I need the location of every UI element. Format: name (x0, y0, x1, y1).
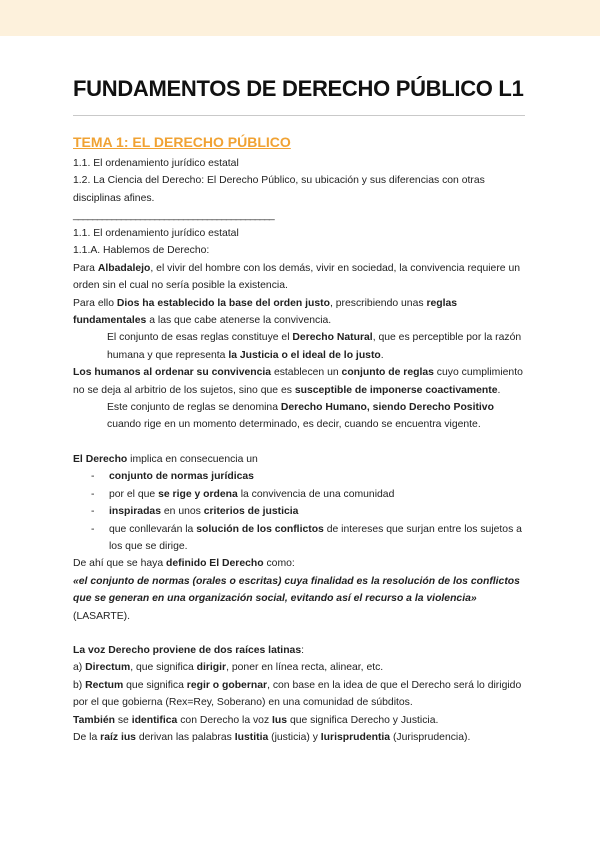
text-bold: La voz Derecho proviene de dos raíces latinas (73, 644, 302, 656)
text: en unos (160, 506, 204, 518)
text: que significa (123, 679, 187, 691)
text-bold: reglas fundamentales (73, 297, 458, 327)
paragraph-derecho-humano (73, 399, 528, 434)
text-bold: Iustitia (234, 731, 269, 743)
text: , que significa (130, 662, 197, 674)
text: Para (73, 262, 98, 274)
text: implica en consecuencia un (127, 453, 258, 465)
text-bold: Directum (85, 662, 131, 674)
document-body (73, 225, 528, 746)
list-item (73, 503, 528, 520)
text: por el que (109, 488, 159, 500)
text: : (301, 644, 304, 656)
text: b) (73, 679, 86, 691)
list-item (73, 486, 528, 503)
paragraph-albadalejo (73, 260, 528, 295)
text-bold: Rectum (85, 679, 124, 691)
text-bold: susceptible de imponerse coactivamente (294, 384, 498, 396)
text: El conjunto de esas reglas constituye el (107, 332, 293, 344)
text: De ahí que se haya (73, 558, 167, 570)
text-bold: Ius (272, 714, 288, 726)
text: se (114, 714, 132, 726)
text: de intereses que surjan entre los sujetos a los que se dirige. (109, 523, 522, 552)
page-title: FUNDAMENTOS DE DERECHO PÚBLICO L1 (73, 76, 524, 101)
text: como: (263, 558, 295, 570)
paragraph-ius (73, 712, 528, 729)
spacer (73, 625, 528, 642)
text-bold: Los humanos al ordenar su convivencia (73, 367, 272, 379)
text: . (497, 384, 501, 396)
paragraph-directum (73, 659, 528, 676)
text-bold: conjunto de reglas (341, 367, 434, 379)
paragraph-derecho-natural (73, 329, 528, 364)
paragraph-rectum (73, 677, 528, 712)
paragraph-raiz-ius (73, 729, 528, 746)
section-title: TEMA 1: EL DERECHO PÚBLICO (73, 134, 291, 150)
text: De la (73, 731, 101, 743)
text-bold: criterios de justicia (203, 506, 299, 518)
heading-ordenamiento: 1.1. El ordenamiento jurídico estatal (73, 228, 239, 239)
text: (justicia) y (268, 731, 321, 743)
definition-list (73, 468, 528, 555)
text: establecen un (271, 367, 342, 379)
toc-separator: __________________________________________ (73, 210, 274, 222)
dash-bullet: - (91, 523, 95, 535)
text-bold: También (73, 714, 115, 726)
text: Este conjunto de reglas se denomina (107, 402, 281, 414)
title-divider (73, 115, 525, 116)
text: , prescribiendo unas (329, 297, 427, 309)
text: la convivencia de una comunidad (237, 488, 395, 500)
text: Para ello (73, 297, 117, 309)
toc-item-1: 1.1. El ordenamiento jurídico estatal (73, 158, 239, 169)
text: derivan las palabras (135, 731, 235, 743)
text-bold: Derecho Natural (292, 332, 373, 344)
text-bold: raíz ius (100, 731, 136, 743)
text-bold: Derecho Humano, siendo Derecho Positivo (280, 402, 494, 414)
text-bold: se rige y ordena (158, 488, 238, 500)
paragraph-dios (73, 295, 528, 330)
text: , poner en línea recta, alinear, etc. (226, 662, 384, 674)
text: que conllevarán la (109, 523, 197, 535)
heading-hablemos: 1.1.A. Hablemos de Derecho: (73, 245, 210, 257)
list-item (73, 468, 528, 485)
text: (Jurisprudencia). (390, 731, 471, 743)
paragraph-humanos (73, 364, 528, 399)
text-bold: inspiradas (109, 506, 161, 518)
dash-bullet: - (91, 471, 95, 483)
text-bold: conjunto de normas jurídicas (109, 471, 254, 483)
text: cuando rige en un momento determinado, es decir, cuando se encuentra vigente. (107, 419, 481, 431)
text: que significa Derecho y Justicia. (287, 714, 439, 726)
toc-item-2: 1.2. La Ciencia del Derecho: El Derecho Público, su ubicación y sus diferencias con otras disciplinas afines. (73, 175, 485, 204)
text-bold: Albadalejo (97, 262, 151, 274)
text-bold: solución de los conflictos (196, 523, 324, 535)
dash-bullet: - (91, 488, 95, 500)
paragraph-voz-derecho (73, 642, 528, 659)
spacer (73, 434, 528, 451)
text: cuyo cumplimiento no se deja al arbitrio de los sujetos, sino que es (73, 367, 523, 396)
paragraph-definido (73, 555, 528, 572)
definition-quote (73, 573, 528, 625)
dash-bullet: - (91, 506, 95, 518)
quote-attribution: (LASARTE). (73, 610, 130, 622)
text-bold: la Justicia o el ideal de lo justo (228, 349, 381, 361)
text-bold: definido El Derecho (166, 558, 264, 570)
quote-text: «el conjunto de normas (orales o escritas) cuya finalidad es la resolución de los conflictos que se generan en una organización social, evitando así el recurso a la violencia» (73, 575, 520, 605)
text: , que es perceptible por la razón humana y que representa (107, 332, 522, 361)
text: , el vivir del hombre con los demás, vivir en sociedad, la convivencia requiere un orden sin el cual no sería posible la existencia. (73, 262, 521, 292)
text-bold: identifica (131, 714, 178, 726)
text: con Derecho la voz (177, 714, 273, 726)
list-item (73, 521, 528, 556)
text-bold: regir o gobernar (186, 679, 268, 691)
paragraph-el-derecho (73, 451, 528, 468)
text: a) (73, 662, 86, 674)
text-bold: El Derecho (73, 453, 128, 465)
text-bold: dirigir (196, 662, 227, 674)
toc (73, 155, 528, 225)
text: . (380, 349, 384, 361)
text-bold: Dios ha establecido la base del orden justo (116, 297, 330, 309)
text: , con base en la idea de que el Derecho será lo dirigido por el que gobierna (Rex=Rey, Soberano) en una comunidad de súbditos. (73, 679, 522, 709)
text: a las que cabe atenerse la convivencia. (146, 315, 332, 327)
text-bold: Iurisprudentia (320, 731, 391, 743)
top-banner (0, 0, 600, 36)
